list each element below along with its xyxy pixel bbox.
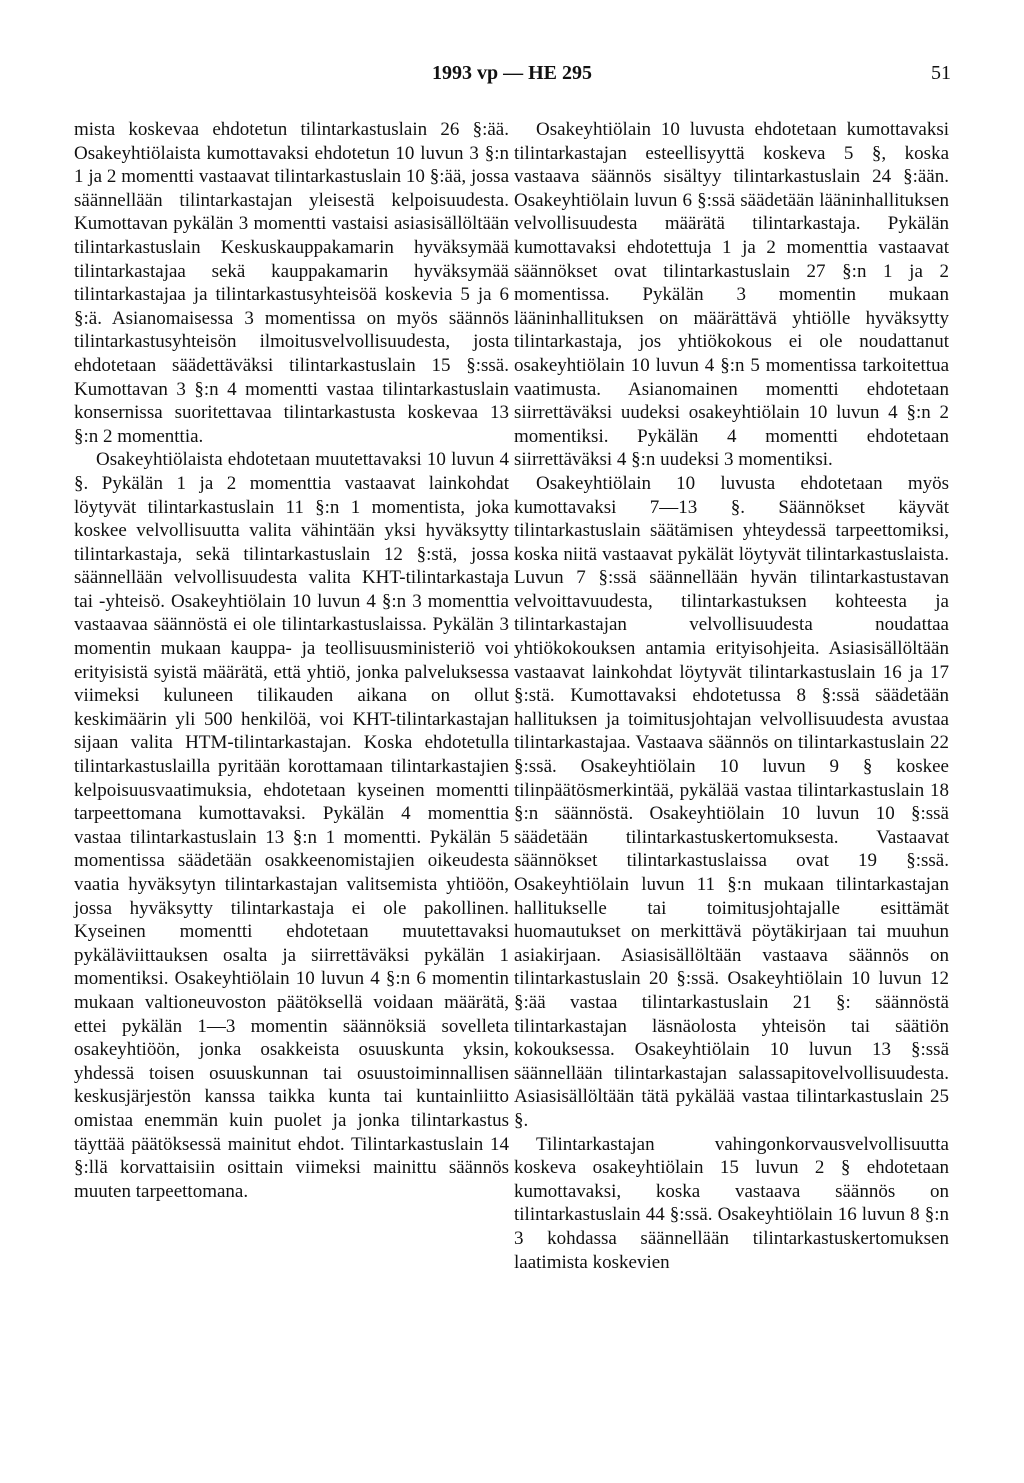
page-header (0, 62, 1024, 92)
left-paragraph-1: mista koskevaa ehdotetun tilintarkastuslain 26 §:ää. Osakeyhtiölaista kumottavaksi ehdotetun 10 luvun 3 §:n 1 ja 2 momentti vastaavat tilintarkastuslain 10 §:ää, jossa säännellään tilintarkastajan yleisestä kelpoisuudesta. Kumottavan pykälän 3 momentti vastaisi asiasisällöltään tilintarkastuslain Keskuskauppakamarin hyväksymää tilintarkastajaa sekä kauppakamarin hyväksymää tilintarkastajaa ja tilintarkastusyhteisöä koskevia 5 ja 6 §:ä. Asianomaisessa 3 momentissa on myös säännös tilintarkastusyhteisön ilmoitusvelvollisuudesta, josta ehdotetaan säädettäväksi tilintarkastuslain 15 §:ssä. Kumottavan 3 §:n 4 momentti vastaa tilintarkastuslain konsernissa suoritettavaa tilintarkastusta koskevaa 13 §:n 2 momenttia. (74, 119, 509, 447)
right-paragraph-1: Osakeyhtiölain 10 luvusta ehdotetaan kumottavaksi tilintarkastajan esteellisyyttä koskeva 5 §, koska vastaava säännös sisältyy tilintarkastuslain 24 §:ään. Osakeyhtiölain luvun 6 §:ssä säädetään lääninhallituksen velvollisuudesta määrätä tilintarkastaja. Pykälän kumottavaksi ehdotettuja 1 ja 2 momenttia vastaavat säännökset ovat tilintarkastuslain 27 §:n 1 ja 2 momentissa. Pykälän 3 momentin mukaan lääninhallituksen on määrättävä yhtiölle hyväksytty tilintarkastaja, jos yhtiökokous ei ole noudattanut osakeyhtiölain 10 luvun 4 §:n 5 momentissa tarkoitettua vaatimusta. Asianomainen momentti ehdotetaan siirrettäväksi uudeksi osakeyhtiölain 10 luvun 4 §:n 2 momentiksi. Pykälän 4 momentti ehdotetaan siirrettäväksi 4 §:n uudeksi 3 momentiksi. (514, 119, 949, 471)
left-paragraph-2: Osakeyhtiölaista ehdotetaan muutettavaksi 10 luvun 4 §. Pykälän 1 ja 2 momenttia vastaavat lainkohdat löytyvät tilintarkastuslain 11 §:n 1 momentista, joka koskee velvollisuutta valita vähintään yksi hyväksytty tilintarkastaja, sekä tilintarkastuslain 12 §:stä, jossa säännellään velvollisuudesta valita KHT-tilintarkastaja tai -yhteisö. Osakeyhtiölain 10 luvun 4 §:n 3 momenttia vastaavaa säännöstä ei ole tilintarkastuslaissa. Pykälän 3 momentin mukaan kauppa- ja teollisuusministeriö voi erityisistä syistä määrätä, että yhtiö, jonka palveluksessa viimeksi kuluneen tilikauden aikana on ollut keskimäärin yli 500 henkilöä, voi KHT-tilintarkastajan sijaan valita HTM-tilintarkastajan. Koska ehdotetulla tilintarkastuslailla pyritään korottamaan tilintarkastajien kelpoisuusvaatimuksia, ehdotetaan kyseinen momentti tarpeettomana kumottavaksi. Pykälän 4 momenttia vastaa tilintarkastuslain 13 §:n 1 momentti. Pykälän 5 momentissa säädetään osakkeenomistajien oikeudesta vaatia hyväksytyn tilintarkastajan valitsemista yhtiöön, jossa hyväksytty tilintarkastaja ei ole pakollinen. Kyseinen momentti ehdotetaan muutettavaksi pykäläviittauksen osalta ja siirrettäväksi pykälän 1 momentiksi. Osakeyhtiölain 10 luvun 4 §:n 6 momentin mukaan valtioneuvoston päätöksellä voidaan määrätä, ettei pykälän 1—3 momentin säännöksiä sovelleta osakeyhtiöön, jonka osakkeista osuuskunta yksin, yhdessä toisen osuuskunnan tai osuustoiminnallisen keskusjärjestön kanssa taikka kunta tai kuntainliitto omistaa enemmän kuin puolet ja jonka tilintarkastus täyttää päätöksessä mainitut ehdot. Tilintarkastuslain 14 §:llä korvattaisiin osittain viimeksi mainittu säännös muuten tarpeettomana. (74, 449, 509, 1202)
left-column (74, 118, 509, 1203)
page-number: 51 (931, 62, 951, 84)
right-paragraph-3: Tilintarkastajan vahingonkorvausvelvollisuutta koskeva osakeyhtiölain 15 luvun 2 § ehdotetaan kumottavaksi, koska vastaava säännös on tilintarkastuslain 44 §:ssä. Osakeyhtiölain 16 luvun 8 §:n 3 kohdassa säännellään tilintarkastuskertomuksen laatimista koskevien (514, 1133, 949, 1273)
right-paragraph-2: Osakeyhtiölain 10 luvusta ehdotetaan myös kumottavaksi 7—13 §. Säännökset käyvät tilintarkastuslain säätämisen yhteydessä tarpeettomiksi, koska niitä vastaavat pykälät löytyvät tilintarkastuslaista. Luvun 7 §:ssä säännellään hyvän tilintarkastustavan velvoittavuudesta, tilintarkastuksen kohteesta ja tilintarkastajan velvollisuudesta noudattaa yhtiökokouksen antamia erityisohjeita. Asiasisällöltään vastaavat lainkohdat löytyvät tilintarkastuslain 16 ja 17 §:stä. Kumottavaksi ehdotetussa 8 §:ssä säädetään hallituksen ja toimitusjohtajan velvollisuudesta avustaa tilintarkastajaa. Vastaava säännös on tilintarkastuslain 22 §:ssä. Osakeyhtiölain 10 luvun 9 § koskee tilinpäätösmerkintää, pykälää vastaa tilintarkastuslain 18 §:n säännöstä. Osakeyhtiölain 10 luvun 10 §:ssä säädetään tilintarkastuskertomuksesta. Vastaavat säännökset tilintarkastuslaissa ovat 19 §:ssä. Osakeyhtiölain luvun 11 §:n mukaan tilintarkastajan hallitukselle tai toimitusjohtajalle esittämät huomautukset on merkittävä pöytäkirjaan tai muuhun asiakirjaan. Asiasisällöltään vastaava säännös on tilintarkastuslain 20 §:ssä. Osakeyhtiölain 10 luvun 12 §:ää vastaa tilintarkastuslain 21 §: säännöstä tilintarkastajan läsnäolosta yhteisön tai säätiön kokouksessa. Osakeyhtiölain 10 luvun 13 §:ssä säännellään tilintarkastajan salassapitovelvollisuudesta. Asiasisällöltään tätä pykälää vastaa tilintarkastuslain 25 §. (514, 472, 949, 1131)
right-column (514, 118, 949, 1274)
running-title: 1993 vp — HE 295 (431, 62, 593, 84)
